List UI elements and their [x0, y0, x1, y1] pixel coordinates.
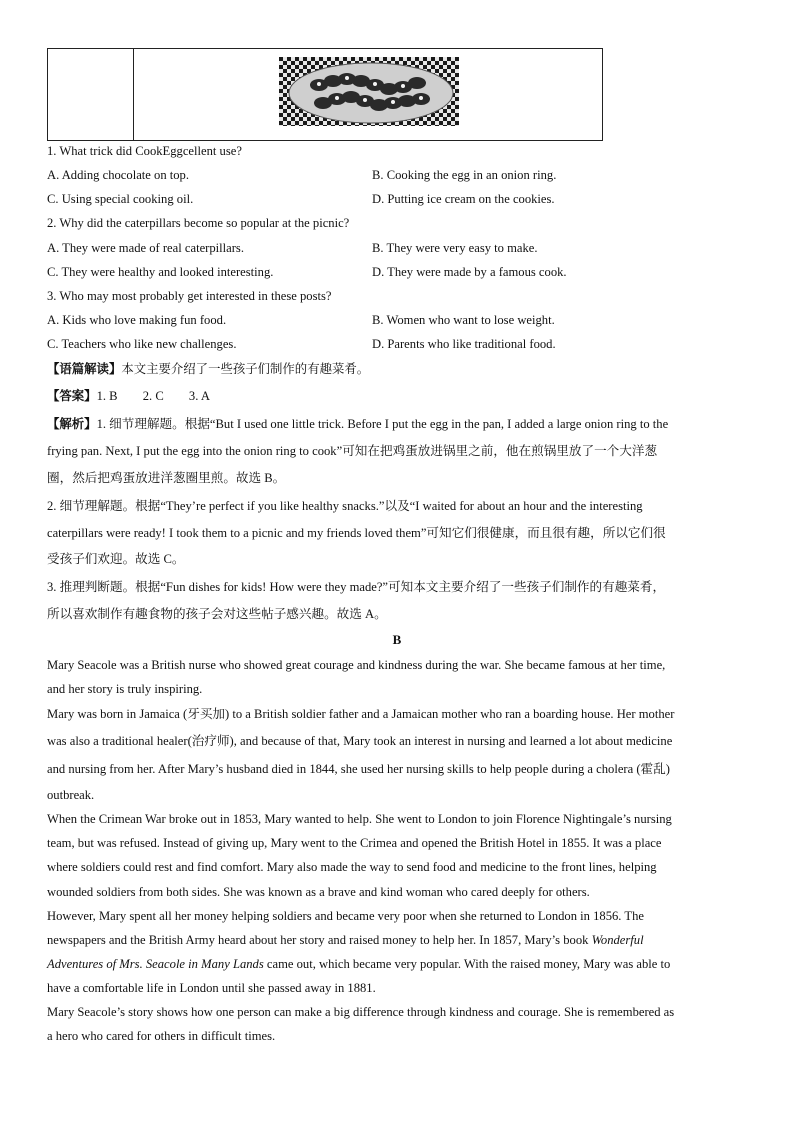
question-2-option-a: A. They were made of real caterpillars. [47, 241, 244, 255]
section-b-line-12 [47, 932, 747, 948]
question-3-option-c: C. Teachers who like new challenges. [47, 337, 237, 351]
analysis-p1-l2: frying pan. Next, I put the egg into the onion ring to cook”可知在把鸡蛋放进锅里之前，他在煎锅里放了一个大洋葱 [47, 444, 658, 458]
section-b-line-14: have a comfortable life in London until she passed away in 1881. [47, 981, 376, 995]
reading-note [47, 361, 369, 377]
analysis-p1-l3: 圈，然后把鸡蛋放进洋葱圈里煎。故选 B。 [47, 471, 286, 485]
analysis-p3-l2: 所以喜欢制作有趣食物的孩子会对这些帖子感兴趣。故选 A。 [47, 607, 387, 621]
section-b-line-6: outbreak. [47, 788, 95, 802]
analysis-label: 【解析】 [47, 416, 97, 431]
answers-label: 【答案】 [47, 388, 97, 403]
section-b-line-3: Mary was born in Jamaica (牙买加) to a British soldier father and a Jamaican mother who ran a boarding house. Her mother [47, 707, 675, 721]
image-table [47, 48, 603, 141]
section-b-line-12-text: newspapers and the British Army heard about her story and raised money to help her. In 1857, Mary’s book [47, 933, 589, 947]
analysis-p2-l1: 2. 细节理解题。根据“They’re perfect if you like healthy snacks.”以及“I waited for about an hour and the interesting [47, 499, 643, 513]
section-b-line-13-text: came out, which became very popular. With the raised money, Mary was able to [263, 957, 671, 971]
analysis-p2-l2: caterpillars were ready! I took them to a picnic and my friends loved them”可知它们很健康，而且很有趣，所以它们很 [47, 526, 666, 540]
section-b-line-16: a hero who cared for others in difficult times. [47, 1029, 276, 1043]
section-b-line-9: where soldiers could rest and find comfort. Mary also made the way to send food and medicine to the front lines, helping [47, 860, 657, 874]
question-3-option-b: B. Women who want to lose weight. [372, 313, 555, 327]
section-b-heading: B [392, 632, 402, 647]
reading-note-label: 【语篇解读】 [47, 361, 122, 376]
section-b-line-1: Mary Seacole was a British nurse who showed great courage and kindness during the war. She became famous at her time, [47, 658, 666, 672]
question-1-option-b: B. Cooking the egg in an onion ring. [372, 168, 557, 182]
section-b-line-8: team, but was refused. Instead of giving up, Mary went to the Crimea and opened the British Hotel in 1855. It was a place [47, 836, 662, 850]
book-title-part-2: Adventures of Mrs. Seacole in Many Lands [47, 957, 264, 971]
question-1-option-d: D. Putting ice cream on the cookies. [372, 192, 555, 206]
question-1-option-a: A. Adding chocolate on top. [47, 168, 190, 182]
question-1-option-c: C. Using special cooking oil. [47, 192, 194, 206]
question-2-option-b: B. They were very easy to make. [372, 241, 538, 255]
question-2-stem: 2. Why did the caterpillars become so popular at the picnic? [47, 216, 350, 230]
answers [47, 388, 210, 404]
food-photo [279, 57, 459, 126]
table-divider [133, 49, 134, 140]
analysis-p2-l3: 受孩子们欢迎。故选 C。 [47, 552, 185, 566]
section-b-line-5: and nursing from her. After Mary’s husband died in 1844, she used her nursing skills to help people during a cholera (霍乱) [47, 762, 670, 776]
reading-note-text: 本文主要介绍了一些孩子们制作的有趣菜肴。 [121, 361, 370, 376]
question-3-stem: 3. Who may most probably get interested in these posts? [47, 289, 332, 303]
section-b-line-4: was also a traditional healer(治疗师), and because of that, Mary took an interest in nursing and learned a lot about medicine [47, 734, 673, 748]
answers-text: 1. B 2. C 3. A [96, 389, 210, 403]
section-b-line-2: and her story is truly inspiring. [47, 682, 203, 696]
analysis-line-1 [47, 416, 668, 432]
question-1-stem: 1. What trick did CookEggcellent use? [47, 144, 242, 158]
question-3-option-d: D. Parents who like traditional food. [372, 337, 556, 351]
question-2-option-d: D. They were made by a famous cook. [372, 265, 567, 279]
book-title-part-1: Wonderful [591, 933, 644, 947]
section-b-line-13 [47, 956, 747, 972]
section-b-line-7: When the Crimean War broke out in 1853, Mary wanted to help. She went to London to join Florence Nightingale’s nursing [47, 812, 672, 826]
question-2-option-c: C. They were healthy and looked interesting. [47, 265, 274, 279]
analysis-p1-l1: 1. 细节理解题。根据“But I used one little trick. Before I put the egg in the pan, I added a large onion ring to the [96, 417, 669, 431]
analysis-p3-l1: 3. 推理判断题。根据“Fun dishes for kids! How were they made?”可知本文主要介绍了一些孩子们制作的有趣菜肴， [47, 580, 666, 594]
section-b-line-15: Mary Seacole’s story shows how one person can make a big difference through kindness and courage. She is remembered as [47, 1005, 675, 1019]
section-b-line-11: However, Mary spent all her money helping soldiers and became very poor when she returned to London in 1856. The [47, 909, 644, 923]
question-3-option-a: A. Kids who love making fun food. [47, 313, 227, 327]
section-b-line-10: wounded soldiers from both sides. She was known as a brave and kind woman who cared deeply for others. [47, 885, 590, 899]
